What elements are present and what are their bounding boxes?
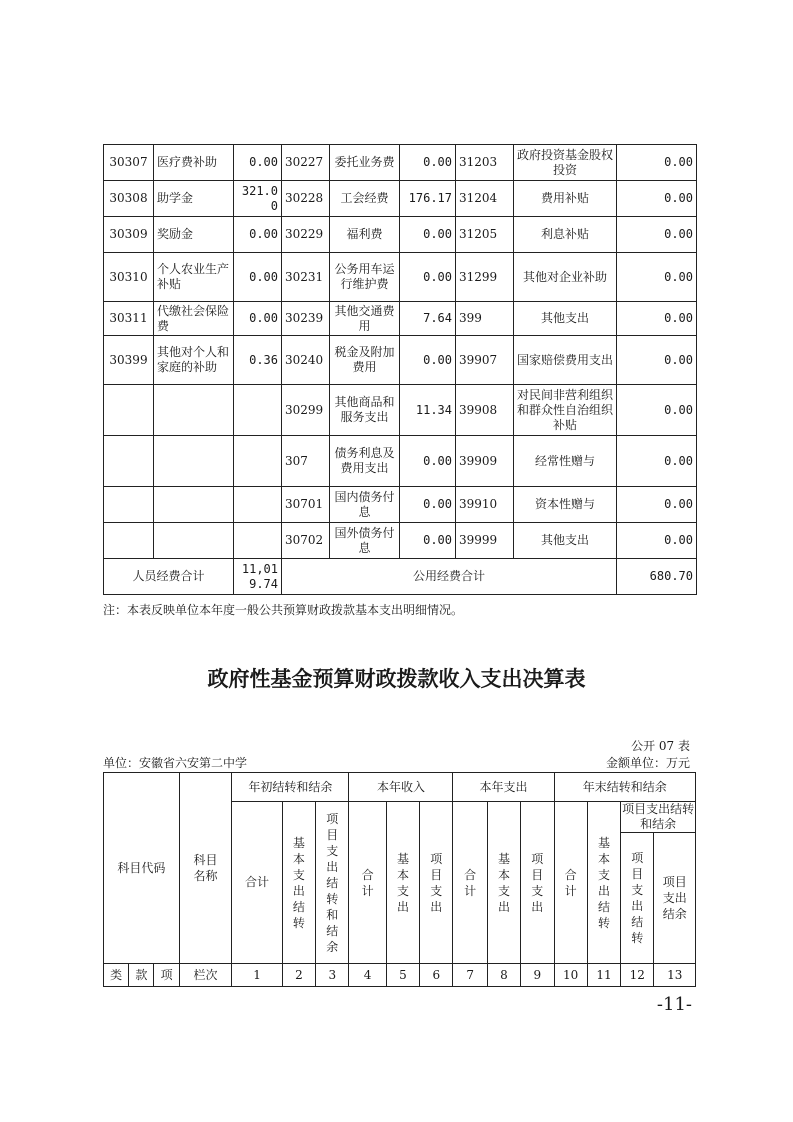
detail-row <box>104 302 697 336</box>
index-col: 5 <box>386 964 419 987</box>
header-group-end: 年末结转和结余 <box>554 773 696 802</box>
econ-name-cell: 其他支出 <box>514 302 617 336</box>
econ-code-cell: 30227 <box>282 145 330 181</box>
econ-code-cell: 31205 <box>456 217 514 253</box>
econ-name-cell: 税金及附加费用 <box>330 336 400 385</box>
amount-cell: 0.00 <box>234 145 282 181</box>
total-row <box>104 559 697 595</box>
econ-name-cell: 利息补贴 <box>514 217 617 253</box>
econ-name-cell: 福利费 <box>330 217 400 253</box>
basic-expenditure-detail-table <box>103 144 697 595</box>
econ-name-cell: 个人农业生产补贴 <box>154 253 234 302</box>
econ-code-cell: 30239 <box>282 302 330 336</box>
index-col: 1 <box>232 964 282 987</box>
index-col: 9 <box>521 964 554 987</box>
econ-name-cell: 国外债务付息 <box>330 523 400 559</box>
econ-code-cell: 30309 <box>104 217 154 253</box>
amount-cell: 0.00 <box>617 385 697 436</box>
index-col: 6 <box>420 964 453 987</box>
header-income-project: 项目支出 <box>420 802 453 964</box>
header-group-expense: 本年支出 <box>453 773 554 802</box>
econ-code-cell: 39909 <box>456 436 514 487</box>
econ-code-cell: 30229 <box>282 217 330 253</box>
header-expense-total: 合计 <box>453 802 487 964</box>
header-begin-basic: 基本支出结转 <box>282 802 315 964</box>
detail-row <box>104 487 697 523</box>
econ-code-cell: 30308 <box>104 181 154 217</box>
detail-row <box>104 217 697 253</box>
econ-code-cell: 307 <box>282 436 330 487</box>
amount-cell: 0.00 <box>400 217 456 253</box>
econ-name-cell: 国家赔偿费用支出 <box>514 336 617 385</box>
index-col: 12 <box>621 964 654 987</box>
index-col: 7 <box>453 964 487 987</box>
amount-cell: 0.00 <box>617 523 697 559</box>
econ-name-cell: 其他对个人和家庭的补助 <box>154 336 234 385</box>
header-end-project-group: 项目支出结转和结余 <box>622 802 695 831</box>
econ-code-cell: 30399 <box>104 336 154 385</box>
amount-cell: 0.00 <box>617 487 697 523</box>
header-name: 科目名称 <box>179 773 232 964</box>
detail-row <box>104 436 697 487</box>
header-end-total: 合计 <box>554 802 587 964</box>
detail-row <box>104 253 697 302</box>
amount-cell <box>234 487 282 523</box>
amount-cell: 0.00 <box>617 217 697 253</box>
unit-name: 单位：安徽省六安第二中学 <box>103 756 248 770</box>
econ-name-cell: 资本性赠与 <box>514 487 617 523</box>
public-total-value: 680.70 <box>617 559 697 595</box>
amount-cell: 11.34 <box>400 385 456 436</box>
econ-code-cell: 31299 <box>456 253 514 302</box>
index-xiang: 项 <box>154 964 179 987</box>
amount-cell: 0.00 <box>400 436 456 487</box>
amount-cell <box>234 523 282 559</box>
amount-cell: 0.00 <box>617 436 697 487</box>
header-group-income: 本年收入 <box>349 773 453 802</box>
econ-name-cell <box>154 523 234 559</box>
header-end-project-balance: 项目支出结余 <box>654 833 696 964</box>
econ-name-cell: 其他支出 <box>514 523 617 559</box>
econ-name-cell: 对民间非营利组织和群众性自治组织补贴 <box>514 385 617 436</box>
econ-code-cell: 39999 <box>456 523 514 559</box>
econ-code-cell: 39910 <box>456 487 514 523</box>
econ-code-cell: 30701 <box>282 487 330 523</box>
form-number: 公开 07 表 <box>631 739 690 753</box>
index-col: 11 <box>587 964 620 987</box>
amount-cell: 0.00 <box>617 253 697 302</box>
header-income-total: 合计 <box>349 802 386 964</box>
personnel-total-value: 11,019.74 <box>234 559 282 595</box>
econ-name-cell: 公务用车运行维护费 <box>330 253 400 302</box>
page-number: -11- <box>656 994 692 1015</box>
amount-cell: 0.00 <box>400 523 456 559</box>
amount-cell: 0.36 <box>234 336 282 385</box>
amount-cell: 0.00 <box>400 145 456 181</box>
header-begin-total: 合计 <box>232 802 282 964</box>
amount-cell: 0.00 <box>617 181 697 217</box>
econ-code-cell: 30228 <box>282 181 330 217</box>
amount-cell: 7.64 <box>400 302 456 336</box>
amount-cell <box>234 385 282 436</box>
header-code: 科目代码 <box>104 773 180 964</box>
header-begin-project: 项目支出结转和结余 <box>316 802 349 964</box>
section-title: 政府性基金预算财政拨款收入支出决算表 <box>207 667 586 691</box>
amount-cell: 0.00 <box>400 336 456 385</box>
amount-cell: 0.00 <box>617 336 697 385</box>
public-total-label: 公用经费合计 <box>282 559 617 595</box>
econ-code-cell: 39907 <box>456 336 514 385</box>
detail-row <box>104 523 697 559</box>
econ-name-cell <box>154 487 234 523</box>
econ-name-cell: 费用补贴 <box>514 181 617 217</box>
index-col: 3 <box>316 964 349 987</box>
econ-code-cell <box>104 436 154 487</box>
table-note: 注：本表反映单位本年度一般公共预算财政拨款基本支出明细情况。 <box>103 603 464 617</box>
amount-cell: 0.00 <box>400 487 456 523</box>
econ-name-cell: 医疗费补助 <box>154 145 234 181</box>
econ-name-cell: 委托业务费 <box>330 145 400 181</box>
econ-code-cell <box>104 385 154 436</box>
detail-row <box>104 145 697 181</box>
header-group-begin: 年初结转和结余 <box>232 773 349 802</box>
econ-code-cell <box>104 523 154 559</box>
econ-code-cell: 30307 <box>104 145 154 181</box>
index-col: 8 <box>487 964 520 987</box>
econ-name-cell: 国内债务付息 <box>330 487 400 523</box>
econ-name-cell: 其他商品和服务支出 <box>330 385 400 436</box>
index-col: 13 <box>654 964 696 987</box>
detail-row <box>104 181 697 217</box>
econ-code-cell: 39908 <box>456 385 514 436</box>
government-fund-table <box>103 772 696 987</box>
header-end-project-carry: 项目支出结转 <box>621 833 654 964</box>
index-kuan: 款 <box>129 964 154 987</box>
header-income-basic: 基本支出 <box>386 802 419 964</box>
econ-code-cell <box>104 487 154 523</box>
amount-cell: 0.00 <box>234 253 282 302</box>
econ-name-cell: 助学金 <box>154 181 234 217</box>
econ-name-cell: 其他交通费用 <box>330 302 400 336</box>
econ-name-cell <box>154 385 234 436</box>
index-lanci: 栏次 <box>179 964 232 987</box>
amount-cell <box>234 436 282 487</box>
amount-cell: 176.17 <box>400 181 456 217</box>
header-end-basic: 基本支出结转 <box>587 802 620 964</box>
econ-name-cell: 债务利息及费用支出 <box>330 436 400 487</box>
econ-name-cell: 工会经费 <box>330 181 400 217</box>
index-lei: 类 <box>104 964 129 987</box>
econ-name-cell: 其他对企业补助 <box>514 253 617 302</box>
econ-name-cell: 奖励金 <box>154 217 234 253</box>
personnel-total-label: 人员经费合计 <box>104 559 234 595</box>
econ-code-cell: 30299 <box>282 385 330 436</box>
econ-code-cell: 31203 <box>456 145 514 181</box>
econ-name-cell: 经常性赠与 <box>514 436 617 487</box>
index-col: 4 <box>349 964 386 987</box>
header-expense-basic: 基本支出 <box>487 802 520 964</box>
amount-cell: 0.00 <box>617 145 697 181</box>
detail-row <box>104 385 697 436</box>
econ-code-cell: 31204 <box>456 181 514 217</box>
econ-name-cell: 政府投资基金股权投资 <box>514 145 617 181</box>
econ-code-cell: 30702 <box>282 523 330 559</box>
econ-code-cell: 30311 <box>104 302 154 336</box>
amount-cell: 321.00 <box>234 181 282 217</box>
detail-row <box>104 336 697 385</box>
index-col: 10 <box>554 964 587 987</box>
econ-code-cell: 30310 <box>104 253 154 302</box>
index-col: 2 <box>282 964 315 987</box>
econ-code-cell: 30231 <box>282 253 330 302</box>
header-expense-project: 项目支出 <box>521 802 554 964</box>
econ-name-cell <box>154 436 234 487</box>
econ-code-cell: 30240 <box>282 336 330 385</box>
econ-name-cell: 代缴社会保险费 <box>154 302 234 336</box>
econ-code-cell: 399 <box>456 302 514 336</box>
amount-cell: 0.00 <box>234 302 282 336</box>
amount-cell: 0.00 <box>617 302 697 336</box>
amount-cell: 0.00 <box>234 217 282 253</box>
amount-cell: 0.00 <box>400 253 456 302</box>
amount-unit: 金额单位：万元 <box>605 756 690 770</box>
